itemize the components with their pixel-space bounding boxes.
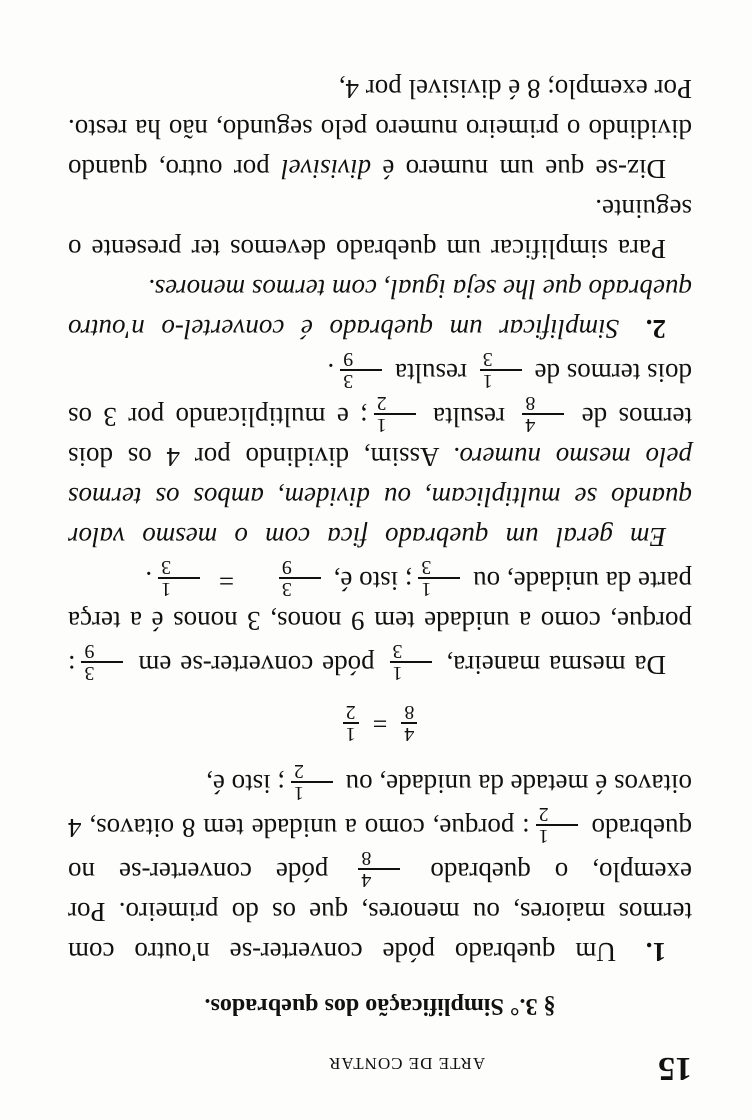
paragraph-text: resulta xyxy=(433,402,505,433)
fraction: 1 3 xyxy=(480,349,522,391)
paragraph-number: 1. xyxy=(645,937,666,967)
fraction: 4 8 xyxy=(401,702,417,744)
fraction: 3 9 xyxy=(340,349,382,391)
paragraph-text: : porque, como a unidade tem 9 nonos, 3 nonos é a terça parte da unidade, ou xyxy=(67,565,692,680)
paragraph-text: póde converter-se em xyxy=(138,649,375,680)
paragraph-text: . xyxy=(145,565,153,596)
paragraph-text: Da mesma maneira, xyxy=(446,649,666,680)
paragraph-text: Um quebrado póde converter-se n'outro com termos maiores, ou menores, que os do primeiro. Por exemplo, o quebrado xyxy=(68,857,692,967)
paragraph-text: Assim, dividindo por 4 os dois termos de xyxy=(67,402,692,473)
equals-sign: = xyxy=(372,708,388,738)
page-number: 15 xyxy=(658,1050,692,1087)
paragraph-text: . xyxy=(327,358,335,389)
italic-term: divisivel xyxy=(281,154,372,185)
italic-definition: Simplificar um quebrado é convertel-o n'outro quebrado que lhe seja igual, com termos menores. xyxy=(68,274,692,345)
fraction: 1 3 xyxy=(390,641,432,683)
paragraph-text: Para simplificar um quebrado devemos ter presente o seguinte. xyxy=(68,194,692,265)
paragraph-text: ; isto é, xyxy=(333,565,413,596)
fraction: 4 8 xyxy=(358,848,400,890)
paragraph-5 xyxy=(68,189,692,269)
fraction: 1 3 xyxy=(418,557,460,599)
page-header xyxy=(68,1044,692,1088)
equals-sign: = xyxy=(218,565,235,596)
paragraph-4 xyxy=(68,269,692,349)
paragraph-text: ; e multiplicando por 3 os dois termos de xyxy=(68,358,692,433)
fraction: 1 2 xyxy=(536,804,578,846)
paragraph-text: : porque, como a unidade tem 8 oitavos, 4 oitavos é metade da unidade, ou xyxy=(67,769,692,844)
section-title: § 3.° Simplificação dos quebrados. xyxy=(204,993,556,1019)
page-content xyxy=(68,20,692,1088)
paragraph-text: Diz-se que um numero é xyxy=(382,154,666,185)
fraction: 3 9 xyxy=(279,557,321,599)
paragraph-text: ; isto é, xyxy=(206,769,285,800)
fraction: 1 2 xyxy=(374,393,416,435)
paragraph-3 xyxy=(68,349,692,557)
paragraph-1 xyxy=(68,761,692,972)
paragraph-6 xyxy=(68,69,692,189)
paragraph-text: póde converter-se no quebrado xyxy=(67,813,692,887)
paragraph-text: por outro, quando dividindo o primeiro numero pelo segundo, não ha resto. Por exemplo; 8 é divisivel por 4, xyxy=(67,74,692,185)
fraction: 1 3 xyxy=(158,557,200,599)
paragraph-2 xyxy=(68,557,692,685)
equation xyxy=(68,697,692,749)
paragraph-text: resulta xyxy=(395,358,468,389)
running-head: ARTE DE CONTAR xyxy=(328,1054,486,1073)
fraction: 3 9 xyxy=(81,641,123,683)
fraction: 4 8 xyxy=(522,393,564,435)
italic-rule: Em geral um quebrado fica com o mesmo valor quando se multiplicam, ou dividem, ambos os termos pelo mesmo numero. xyxy=(68,442,692,553)
fraction: 1 2 xyxy=(291,761,333,803)
paragraph-number: 2. xyxy=(645,314,666,345)
fraction: 1 2 xyxy=(343,702,359,744)
